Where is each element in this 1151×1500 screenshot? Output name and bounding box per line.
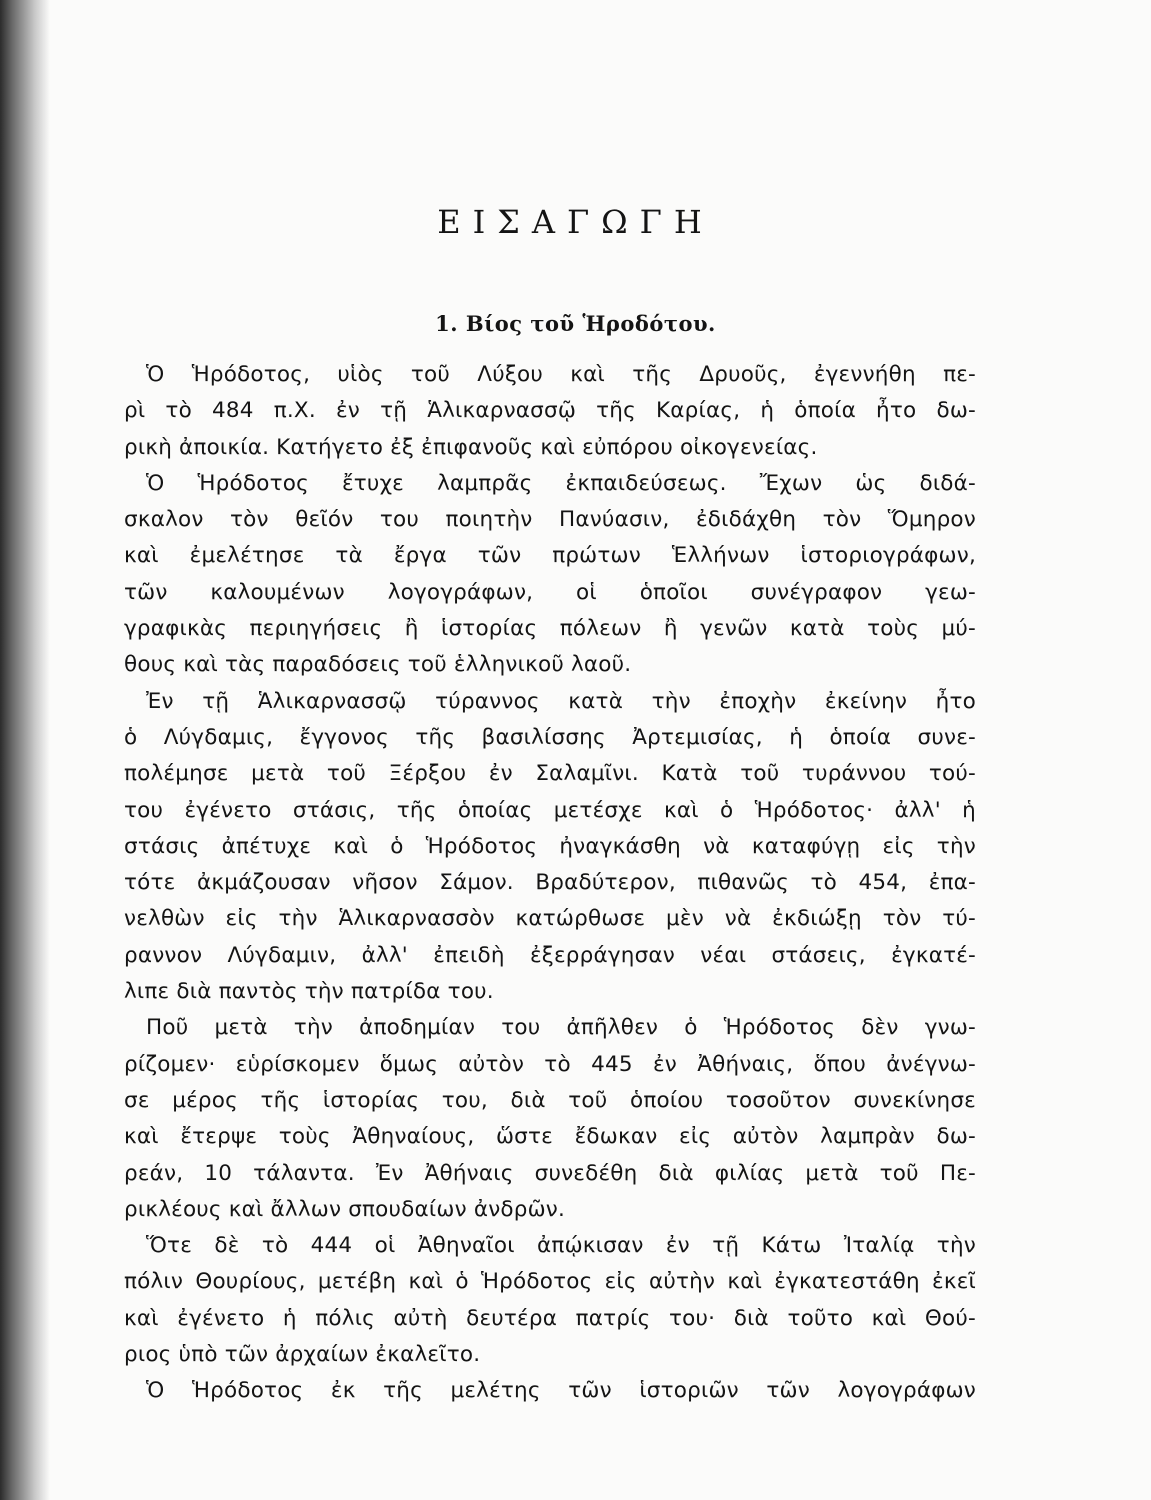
text-line: πόλιν Θουρίους, μετέβη καὶ ὁ Ἡρόδοτος εἰς αὐτὴν καὶ ἐγκατεστάθη ἐκεῖ [124,1269,976,1295]
text-line: καὶ ἐγένετο ἡ πόλις αὐτὴ δευτέρα πατρίς του· διὰ τοῦτο καὶ Θού- [124,1305,976,1331]
text-line: Ποῦ μετὰ τὴν ἀποδημίαν του ἀπῆλθεν ὁ Ἡρόδοτος δὲν γνω- [146,1015,976,1041]
text-line: γραφικὰς περιηγήσεις ἢ ἱστορίας πόλεων ἢ γενῶν κατὰ τοὺς μύ- [124,616,976,642]
text-line: ριος ὑπὸ τῶν ἀρχαίων ἐκαλεῖτο. [124,1342,481,1368]
text-line: καὶ ἔτερψε τοὺς Ἀθηναίους, ὥστε ἔδωκαν εἰς αὐτὸν λαμπρὰν δω- [124,1124,976,1150]
text-line: ρικλέους καὶ ἄλλων σπουδαίων ἀνδρῶν. [124,1196,566,1222]
page-heading: ΕΙΣΑΓΩΓΗ [437,203,714,242]
text-line: ρίζομεν· εὑρίσκομεν ὅμως αὐτὸν τὸ 445 ἐν Ἀθήναις, ὅπου ἀνέγνω- [124,1051,976,1077]
text-line: πολέμησε μετὰ τοῦ Ξέρξου ἐν Σαλαμῖνι. Κατὰ τοῦ τυράννου τού- [124,761,976,787]
text-line: Ὁ Ἡρόδοτος ἔτυχε λαμπρᾶς ἐκπαιδεύσεως. Ἔχων ὡς διδά- [146,470,976,496]
text-line: του ἐγένετο στάσις, τῆς ὁποίας μετέσχε καὶ ὁ Ἡρόδοτος· ἀλλ' ἡ [124,797,976,823]
text-line: ὁ Λύγδαμις, ἔγγονος τῆς βασιλίσσης Ἀρτεμισίας, ἡ ὁποία συνε- [124,724,976,750]
section-title: 1. Βίος τοῦ Ἡροδότου. [435,311,716,337]
text-line: ρεάν, 10 τάλαντα. Ἐν Ἀθήναις συνεδέθη διὰ φιλίας μετὰ τοῦ Πε- [124,1160,976,1186]
text-line: τῶν καλουμένων λογογράφων, οἱ ὁποῖοι συνέγραφον γεω- [124,579,976,605]
text-line: Ὁ Ἡρόδοτος ἐκ τῆς μελέτης τῶν ἱστοριῶν τῶν λογογράφων [146,1378,976,1404]
text-line: Ὅτε δὲ τὸ 444 οἱ Ἀθηναῖοι ἀπῴκισαν ἐν τῇ Κάτω Ἰταλίᾳ τὴν [146,1233,976,1259]
text-line: νελθὼν εἰς τὴν Ἁλικαρνασσὸν κατώρθωσε μὲν νὰ ἐκδιώξῃ τὸν τύ- [124,906,976,932]
text-line: σε μέρος τῆς ἱστορίας του, διὰ τοῦ ὁποίου τοσοῦτον συνεκίνησε [124,1087,976,1113]
text-line: τότε ἀκμάζουσαν νῆσον Σάμον. Βραδύτερον, πιθανῶς τὸ 454, ἐπα- [124,870,976,896]
body-text [124,357,976,1410]
text-line: Ἐν τῇ Ἁλικαρνασσῷ τύραννος κατὰ τὴν ἐποχὴν ἐκείνην ἦτο [146,688,976,714]
text-line: Ὁ Ἡρόδοτος, υἱὸς τοῦ Λύξου καὶ τῆς Δρυοῦς, ἐγεννήθη πε- [146,362,976,387]
text-line: σκαλον τὸν θεῖόν του ποιητὴν Πανύασιν, ἐδιδάχθη τὸν Ὅμηρον [124,507,976,533]
text-line: στάσις ἀπέτυχε καὶ ὁ Ἡρόδοτος ἠναγκάσθη νὰ καταφύγῃ εἰς τὴν [124,833,976,859]
text-line: καὶ ἐμελέτησε τὰ ἔργα τῶν πρώτων Ἑλλήνων ἱστοριογράφων, [124,543,976,569]
text-line: λιπε διὰ παντὸς τὴν πατρίδα του. [124,979,494,1005]
text-line: θους καὶ τὰς παραδόσεις τοῦ ἑλληνικοῦ λαοῦ. [124,652,632,678]
text-line: ρικὴ ἀποικία. Κατήγετο ἐξ ἐπιφανοῦς καὶ εὐπόρου οἰκογενείας. [124,434,818,460]
text-line: ρὶ τὸ 484 π.Χ. ἐν τῇ Ἁλικαρνασσῷ τῆς Καρίας, ἡ ὁποία ἦτο δω- [124,398,976,424]
text-line: ραννον Λύγδαμιν, ἀλλ' ἐπειδὴ ἐξερράγησαν νέαι στάσεις, ἐγκατέ- [124,942,976,968]
